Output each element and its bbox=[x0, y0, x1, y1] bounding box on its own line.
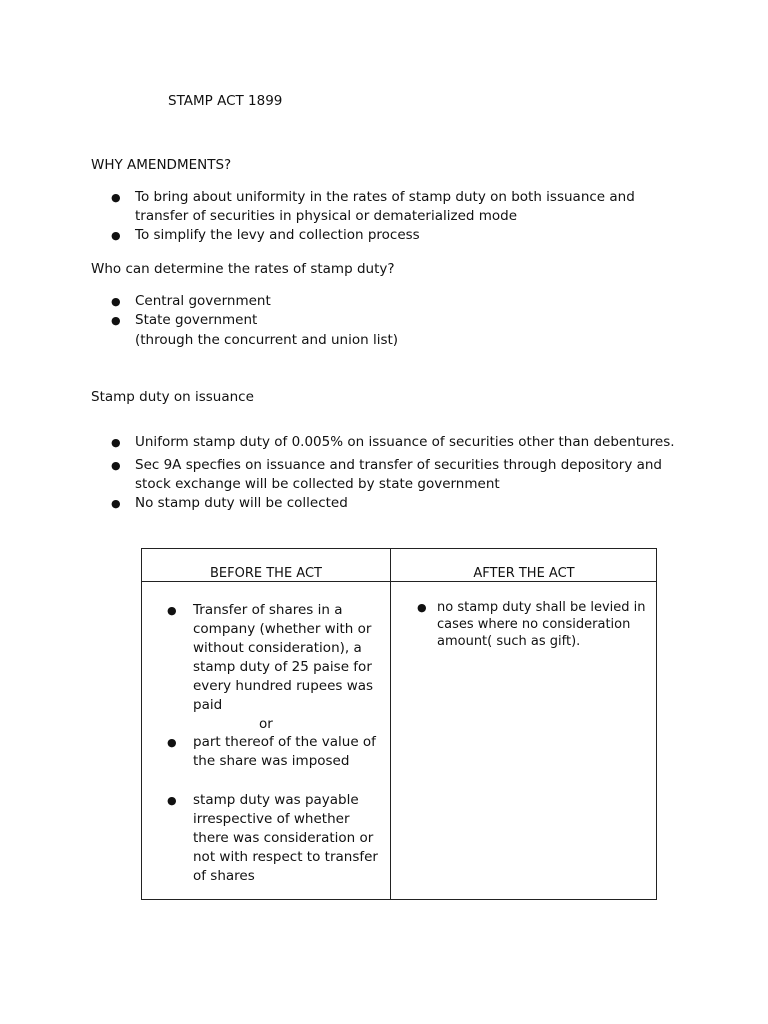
bullet-icon: ● bbox=[111, 436, 121, 449]
list-item: ● Transfer of shares in a company (whether with or without consideration), a stamp duty of 25 paise for every hundred rupees was paid bbox=[167, 602, 374, 713]
rates-question: Who can determine the rates of stamp duty? bbox=[91, 261, 395, 277]
spacer bbox=[167, 771, 382, 791]
bullet-icon: ● bbox=[111, 295, 121, 308]
bullet-icon: ● bbox=[167, 736, 177, 749]
bullet-icon: ● bbox=[111, 229, 121, 242]
list-item: ● Sec 9A specfies on issuance and transfer of securities through depository and stock exchange will be collected by state government bbox=[111, 457, 662, 492]
bullet-icon: ● bbox=[111, 191, 121, 204]
bullet-icon: ● bbox=[417, 601, 427, 614]
list-item: ● Uniform stamp duty of 0.005% on issuance of securities other than debentures. bbox=[111, 434, 675, 450]
document-title: STAMP ACT 1899 bbox=[168, 93, 283, 109]
why-amendments-list bbox=[111, 188, 691, 245]
bullet-icon: ● bbox=[167, 604, 177, 617]
after-header: AFTER THE ACT bbox=[473, 566, 575, 581]
list-item: ● No stamp duty will be collected bbox=[111, 495, 348, 511]
before-list bbox=[167, 601, 382, 886]
or-connector: or bbox=[259, 716, 273, 732]
issuance-heading: Stamp duty on issuance bbox=[91, 389, 254, 405]
list-item: ● To bring about uniformity in the rates of stamp duty on both issuance and transfer of securities in physical or dematerialized mode bbox=[111, 189, 635, 224]
rates-note: (through the concurrent and union list) bbox=[135, 332, 399, 348]
list-item: ● no stamp duty shall be levied in cases where no consideration amount( such as gift). bbox=[417, 600, 646, 649]
column-divider bbox=[390, 549, 391, 899]
comparison-table bbox=[141, 548, 657, 900]
list-item: ● stamp duty was payable irrespective of whether there was consideration or not with respect to transfer of shares bbox=[167, 792, 378, 884]
bullet-icon: ● bbox=[111, 459, 121, 472]
bullet-icon: ● bbox=[111, 314, 121, 327]
list-item: ● Central government bbox=[111, 293, 271, 309]
list-item: ● To simplify the levy and collection process bbox=[111, 227, 420, 243]
bullet-icon: ● bbox=[167, 794, 177, 807]
after-list bbox=[417, 599, 652, 650]
bullet-icon: ● bbox=[111, 497, 121, 510]
before-header: BEFORE THE ACT bbox=[210, 566, 322, 581]
rates-list bbox=[111, 292, 691, 330]
issuance-list bbox=[111, 433, 701, 513]
why-amendments-heading: WHY AMENDMENTS? bbox=[91, 157, 232, 173]
list-item: ● State government bbox=[111, 312, 258, 328]
list-item: ● part thereof of the value of the share was imposed bbox=[167, 734, 376, 769]
